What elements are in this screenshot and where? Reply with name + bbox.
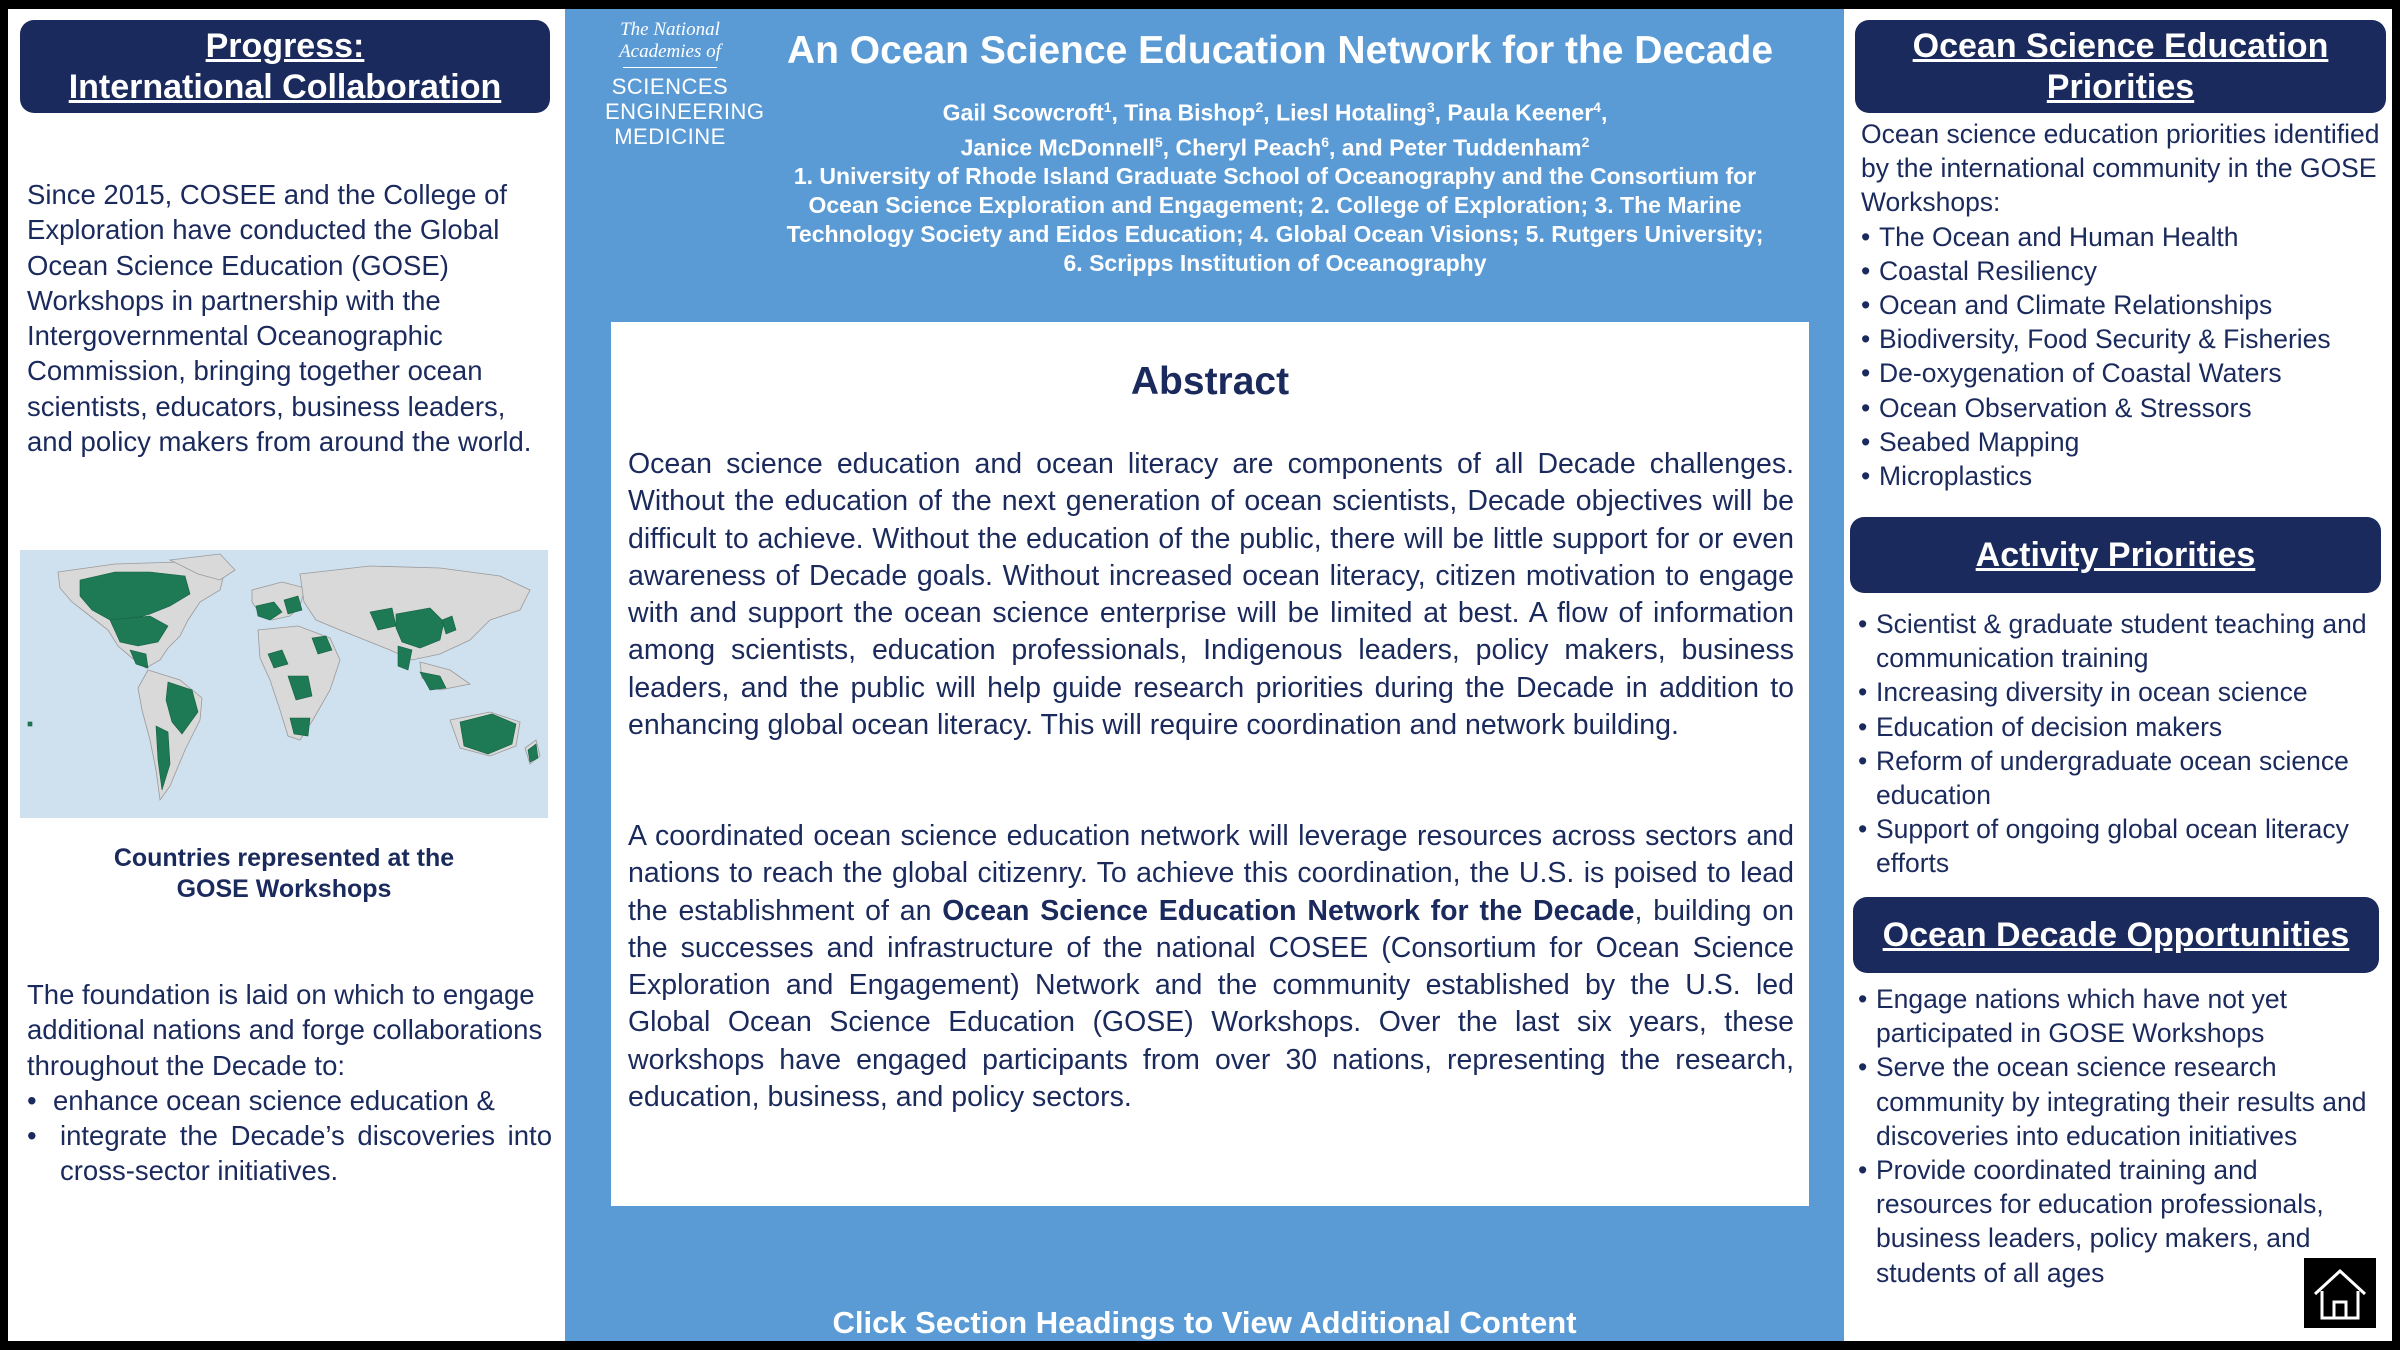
- author-sup: 6: [1321, 133, 1329, 150]
- progress-heading[interactable]: [20, 20, 550, 113]
- priority-item: • Ocean Observation & Stressors: [1861, 391, 2386, 425]
- ocean-decade-opportunities-heading[interactable]: Ocean Decade Opportunities: [1853, 897, 2379, 973]
- activity-section: [1858, 607, 2388, 881]
- home-icon: [2304, 1258, 2376, 1328]
- abstract-p2-text: A coordinated ocean science education network will leverage resources across sectors and nations to reach the global citizenry. To achieve this coordination, the U.S. is poised to lead the establishment of an: [628, 820, 1794, 927]
- priority-item: • Microplastics: [1861, 459, 2386, 493]
- authors-line: Gail Scowcroft$^1$, Tina Bishop$^2$, Liesl Hotaling$^3$, Paula Keener$^4$,: [942, 99, 1608, 126]
- author-sup: 4: [1593, 99, 1601, 115]
- abstract-p2-text: , building on the successes and infrastructure of the national COSEE (Consortium for Ocean Science Exploration and Engagement) Network and the community established by the U.S. led Global Ocean Science Education (GOSE) Workshops. Over the last six years, these workshops have engaged participants from over 30 nations, representing the research, education, business, and policy sectors.: [628, 894, 1794, 1114]
- education-priorities-heading-line1: Ocean Science Education: [1912, 27, 2329, 65]
- priority-item: • The Ocean and Human Health: [1861, 220, 2386, 254]
- logo-text-bottom: MEDICINE: [614, 124, 726, 149]
- author-sup: 1: [1103, 99, 1112, 115]
- affiliation-line: Ocean Science Exploration and Engagement; 2. College of Exploration; 3. The Marine: [808, 192, 1742, 219]
- logo-text-bottom: SCIENCES: [611, 74, 729, 99]
- foundation-bullet: • enhance ocean science education &: [27, 1083, 552, 1118]
- authors-line: Janice McDonnell$^5$, Cheryl Peach$^6$, and Peter Tuddenham$^2$: [960, 133, 1590, 161]
- opportunities-list: [1858, 982, 2378, 1290]
- opportunity-item: • Provide coordinated training and resources for education professionals, business leaders, policy makers, and students of all ages: [1858, 1153, 2378, 1290]
- activity-list: [1858, 607, 2388, 881]
- priorities-intro: Ocean science education priorities identified by the international community in the GOSE Workshops:: [1861, 119, 2380, 218]
- author-sup: 3: [1426, 99, 1435, 115]
- opportunity-item: • Serve the ocean science research community by integrating their results and discoveries into education initiatives: [1858, 1050, 2378, 1153]
- priority-item: • Ocean and Climate Relationships: [1861, 288, 2386, 322]
- activity-item: • Scientist & graduate student teaching and communication training: [1858, 607, 2388, 675]
- activity-item: • Increasing diversity in ocean science: [1858, 675, 2388, 709]
- home-button[interactable]: [2304, 1258, 2376, 1328]
- foundation-section: [27, 977, 552, 1189]
- priorities-section: [1861, 117, 2386, 493]
- view-more-instruction[interactable]: Click Section Headings to View Additional Content: [832, 1305, 1577, 1340]
- education-priorities-heading-line2: Priorities: [2046, 68, 2195, 106]
- progress-intro-text: Since 2015, COSEE and the College of Exploration have conducted the Global Ocean Science Education (GOSE) Workshops in partnership with the Intergovernmental Oceanographic Commission, bringing together ocean scientists, educators, business leaders, and policy makers from around the world.: [27, 179, 532, 458]
- priority-item: • De-oxygenation of Coastal Waters: [1861, 356, 2386, 390]
- nas-logo: [605, 19, 765, 149]
- author-name: Paula Keener: [1447, 99, 1594, 126]
- author-sup: 5: [1154, 133, 1163, 150]
- poster: [8, 9, 2392, 1341]
- author-sup: 2: [1581, 133, 1590, 150]
- abstract-paragraph-1: Ocean science education and ocean literacy are components of all Decade challenges. Without the education of the next generation of ocean scientists, Decade objectives will be difficult to achieve. Without the education of the public, there will be little support for or even awareness of Decade goals. Without increased ocean literacy, citizen motivation to engage with and support the ocean science enterprise will be limited at best. A flow of information among scientists, education professionals, Indigenous leaders, policy makers, business leaders, and the public will help guide research priorities during the Decade in addition to enhancing global ocean literacy. This will require coordination and network building.: [628, 448, 1794, 742]
- opportunity-item: • Engage nations which have not yet participated in GOSE Workshops: [1858, 982, 2378, 1050]
- author-name: Janice McDonnell: [960, 134, 1155, 161]
- abstract-panel: [611, 322, 1809, 1206]
- foundation-bullet: • integrate the Decade’s discoveries into cross-sector initiatives.: [27, 1118, 552, 1189]
- logo-divider: [623, 67, 717, 68]
- map-caption: [20, 843, 548, 905]
- priority-item: • Biodiversity, Food Security & Fisheries: [1861, 322, 2386, 356]
- world-map-graphic: [20, 550, 548, 818]
- affiliation-line: 1. University of Rhode Island Graduate School of Oceanography and the Consortium for: [793, 163, 1757, 190]
- logo-text-bottom: ENGINEERING: [605, 99, 765, 124]
- progress-heading-line2: International Collaboration: [68, 68, 502, 106]
- author-name: Gail Scowcroft: [942, 99, 1104, 126]
- logo-text-top: The National: [620, 19, 720, 40]
- foundation-bullets: [27, 1083, 552, 1189]
- activity-item: • Support of ongoing global ocean literacy efforts: [1858, 812, 2388, 880]
- priorities-list: [1861, 220, 2386, 494]
- activity-item: • Education of decision makers: [1858, 710, 2388, 744]
- affiliation-line: 6. Scripps Institution of Oceanography: [1063, 250, 1487, 277]
- poster-title: An Ocean Science Education Network for the Decade: [786, 29, 1774, 72]
- author-name: Peter Tuddenham: [1389, 134, 1582, 161]
- foundation-text: The foundation is laid on which to engage additional nations and forge collaborations throughout the Decade to:: [27, 979, 543, 1081]
- priority-item: • Seabed Mapping: [1861, 425, 2386, 459]
- progress-heading-line1: Progress:: [205, 27, 365, 65]
- center-panel: [565, 9, 1844, 1341]
- abstract-paragraph-2: [628, 818, 1794, 1116]
- network-emphasis: Ocean Science Education Network for the Decade: [942, 894, 1635, 927]
- author-sup: 2: [1255, 99, 1264, 115]
- map-caption-line2: GOSE Workshops: [176, 875, 392, 903]
- author-name: Cheryl Peach: [1175, 134, 1322, 161]
- author-name: Liesl Hotaling: [1276, 99, 1427, 126]
- activity-priorities-heading[interactable]: Activity Priorities: [1850, 517, 2381, 593]
- author-name: Tina Bishop: [1124, 99, 1256, 126]
- map-caption-line1: Countries represented at the: [113, 844, 455, 872]
- authors-block: [725, 93, 1825, 278]
- education-priorities-heading[interactable]: [1855, 20, 2386, 113]
- activity-item: • Reform of undergraduate ocean science education: [1858, 744, 2388, 812]
- world-map: [20, 550, 548, 818]
- logo-text-top: Academies of: [619, 41, 721, 62]
- affiliation-line: Technology Society and Eidos Education; 4. Global Ocean Visions; 5. Rutgers University;: [786, 221, 1764, 248]
- opportunities-section: [1858, 982, 2378, 1290]
- abstract-heading[interactable]: Abstract: [1130, 360, 1290, 403]
- priority-item: • Coastal Resiliency: [1861, 254, 2386, 288]
